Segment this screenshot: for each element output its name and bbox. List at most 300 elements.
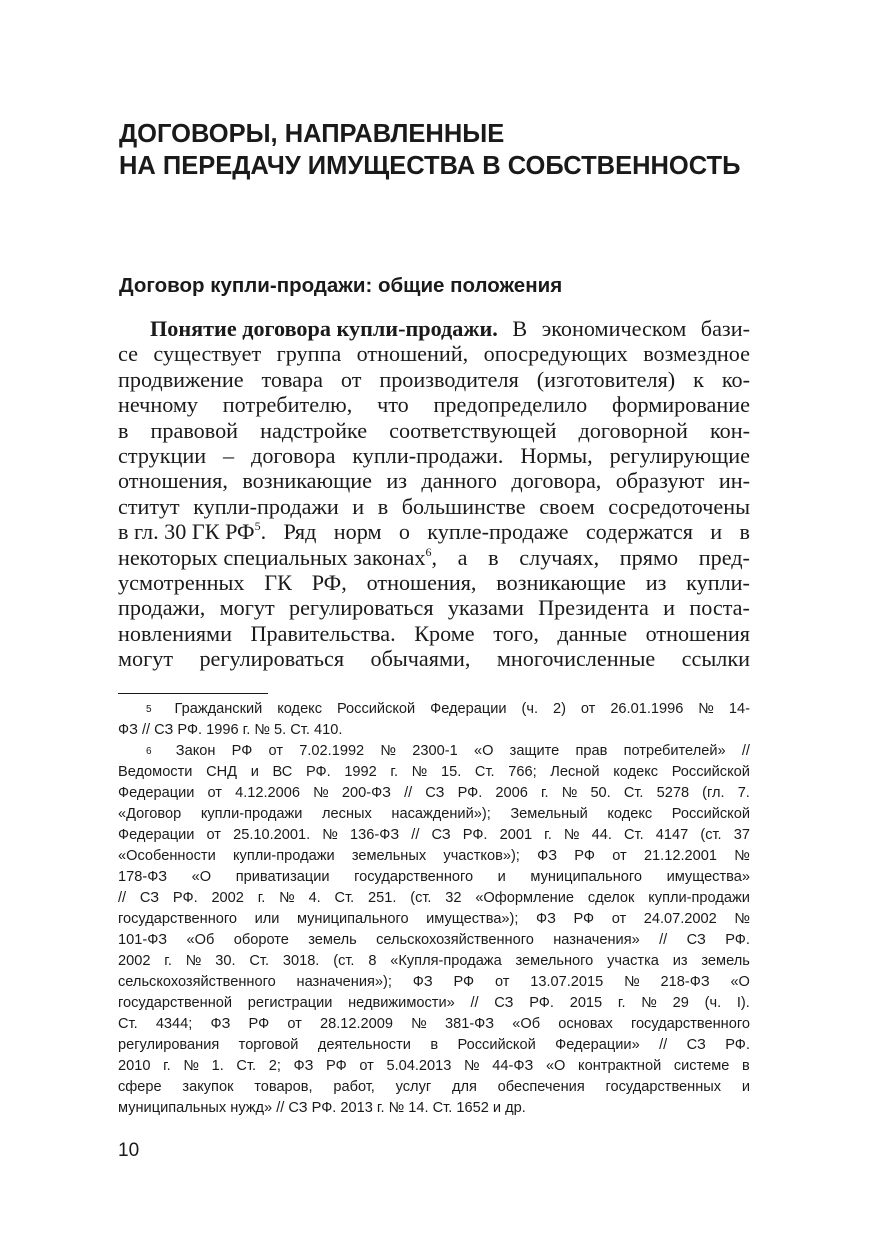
word: № (183, 1058, 199, 1074)
word: 44-ФЗ (492, 1058, 534, 1074)
body-line-text (118, 494, 750, 519)
word: содержатся (585, 519, 693, 545)
footnote-ref-5[interactable]: 5 (254, 519, 261, 534)
word: 30. (215, 953, 236, 969)
word: // (118, 890, 127, 906)
word: того, (493, 620, 539, 646)
word: прав (575, 743, 608, 759)
word: «О (545, 1058, 566, 1074)
footnote-text (118, 951, 750, 972)
word: Федерации (430, 701, 507, 717)
word: отношения, (366, 569, 477, 595)
word: 8 (368, 953, 377, 969)
word: возникающие (242, 468, 372, 494)
footnote-text (118, 930, 750, 951)
footnote-text (118, 993, 750, 1014)
word: земельных (351, 848, 427, 864)
word: опосредующих (483, 341, 628, 367)
word: о (398, 519, 410, 545)
footnote-number: 6 (146, 746, 152, 757)
word: г. (544, 827, 552, 843)
word: отношения, (118, 468, 228, 494)
word: кодекс (607, 806, 653, 822)
word: № (561, 785, 578, 801)
body-line-text (118, 341, 750, 366)
word: 7.02.1992 (299, 743, 365, 759)
word: 32 (445, 890, 462, 906)
word: (ч. (704, 995, 722, 1011)
word: РФ (231, 743, 253, 759)
body-line (118, 418, 750, 443)
word: 2) (552, 701, 566, 717)
word: регулирования (118, 1037, 220, 1053)
word: муниципального (296, 911, 409, 927)
word: ФЗ (210, 1016, 231, 1032)
word: г. (390, 764, 399, 780)
body-line (118, 316, 750, 341)
word: г. (163, 1058, 171, 1074)
word: прямо (619, 544, 679, 570)
word: защите (509, 743, 560, 759)
word: государственной (118, 995, 233, 1011)
word: регулирующие (609, 442, 750, 468)
word: 136-ФЗ (350, 827, 400, 843)
footnote-line (118, 804, 750, 825)
chapter-title-line-2: НА ПЕРЕДАЧУ ИМУЩЕСТВА В СОБСТВЕННОСТЬ (119, 152, 741, 180)
word: в (430, 1037, 439, 1053)
word: СЗ (686, 932, 706, 948)
word: продажи, (118, 595, 206, 621)
word: РФ. (172, 890, 198, 906)
word: системе (673, 1058, 730, 1074)
word: 2300-1 (412, 743, 458, 759)
word: РФ (248, 1016, 270, 1032)
body-line-text: некоторых специальных законах (118, 544, 426, 570)
word: участков»); (443, 848, 520, 864)
footnote-line (118, 930, 750, 951)
word: № (734, 848, 750, 864)
word: пред- (698, 544, 750, 570)
word: (ст. (700, 827, 722, 843)
footnote-line (118, 909, 750, 930)
word: обороте (233, 932, 289, 948)
word: Ст. (624, 827, 644, 843)
word: РФ (573, 911, 595, 927)
word: сельскохозяйственного (118, 974, 276, 990)
word: от (206, 827, 221, 843)
word: от (611, 911, 627, 927)
body-line-head (118, 519, 266, 544)
page-number: 10 (118, 1140, 140, 1161)
word: 44. (591, 827, 612, 843)
word: 4.12.2006 (235, 785, 301, 801)
word: СЗ (431, 827, 451, 843)
word: РФ, (311, 569, 347, 595)
word: и (497, 869, 506, 885)
word: ВС (272, 764, 293, 780)
body-line-head (118, 545, 437, 570)
word: государственного (354, 869, 474, 885)
word: 26.01.1996 (610, 701, 684, 717)
word: закупок (182, 1079, 234, 1095)
body-line-text (118, 570, 750, 595)
word: услуг (395, 1079, 432, 1095)
word: В (512, 316, 528, 341)
word: основах (558, 1016, 613, 1032)
word: Федерации (118, 785, 195, 801)
word: I). (736, 995, 750, 1011)
footnote-line (118, 1098, 750, 1119)
word: большинстве (401, 493, 526, 519)
footnote-line (118, 1014, 750, 1035)
word: Ст. (623, 785, 644, 801)
word: № (734, 911, 750, 927)
body-line (118, 341, 750, 366)
word: 2006 (495, 785, 528, 801)
word: 4. (308, 890, 321, 906)
word: 28.12.2009 (319, 1016, 394, 1032)
body-line-text (118, 418, 750, 443)
word: Российской (457, 1037, 536, 1053)
word: Ст. (334, 890, 355, 906)
word: Лесной (550, 764, 600, 780)
word: «Особенности (118, 848, 216, 864)
word: Президента (538, 595, 649, 621)
word: 24.07.2002 (643, 911, 717, 927)
footnote-line (118, 741, 750, 762)
word: возникающие (496, 569, 626, 595)
word: № (624, 974, 640, 990)
word: г. (257, 890, 266, 906)
word: работ, (333, 1079, 375, 1095)
word: группа (276, 341, 342, 367)
word: сосредоточены (608, 493, 750, 519)
word: 14- (728, 701, 750, 717)
word: сделок (587, 890, 635, 906)
word: РФ. (457, 785, 483, 801)
word: своем (539, 493, 595, 519)
word: производителя (379, 366, 519, 392)
footnote-ref-6[interactable]: 6 (425, 544, 432, 559)
footnote-text (118, 783, 750, 804)
word: данные (557, 620, 628, 646)
word: государственного (118, 911, 238, 927)
footnote-text: ФЗ // СЗ РФ. 1996 г. № 5. Ст. 410. (118, 722, 343, 738)
word: Ст. (236, 1058, 257, 1074)
footnote-line (118, 993, 750, 1014)
word: , (431, 544, 438, 570)
word: РФ. (725, 932, 750, 948)
word: или (254, 911, 280, 927)
word: от (580, 701, 596, 717)
word: РФ (453, 974, 475, 990)
word: 218-ФЗ (660, 974, 710, 990)
word: из (386, 468, 407, 494)
word: кодекс (613, 764, 659, 780)
footnote-separator (118, 693, 268, 694)
word: ин- (718, 468, 750, 494)
chapter-title (119, 118, 799, 182)
word: в (742, 1058, 750, 1074)
word: РФ. (725, 1037, 750, 1053)
footnote-text (118, 867, 750, 888)
word: се (118, 341, 138, 367)
body-line-content (118, 316, 750, 341)
word: (ч. (521, 701, 539, 717)
word: № (322, 827, 338, 843)
word: регулироваться (288, 595, 434, 621)
word: потребителю, (222, 392, 353, 418)
word: торговой (238, 1037, 299, 1053)
word: (изготовителя) (536, 366, 676, 392)
word: приватизации (235, 869, 330, 885)
body-line-text (118, 392, 750, 417)
word: «О (730, 974, 750, 990)
word: имущества» (666, 869, 750, 885)
word: купли-продажи (193, 493, 339, 519)
word: договорной (578, 417, 688, 443)
word: (ст. (333, 953, 355, 969)
word: 29 (672, 995, 689, 1011)
word: в (118, 417, 129, 443)
word: «Об (512, 1016, 541, 1032)
word: 1. (211, 1058, 224, 1074)
word: купли- (686, 569, 750, 595)
word: участка (607, 953, 659, 969)
footnote-number: 5 (146, 704, 152, 715)
word: Российской (671, 806, 750, 822)
word: 2001 (499, 827, 533, 843)
word: Земельный (510, 806, 588, 822)
footnote-line (118, 1056, 750, 1077)
footnote-5 (118, 699, 750, 741)
word: № (279, 890, 295, 906)
word: РФ (574, 848, 595, 864)
word: договора (251, 442, 336, 468)
word: надстройке (260, 417, 368, 443)
body-line (118, 443, 750, 468)
footnote-line (118, 888, 750, 909)
word: предопределило (433, 392, 588, 418)
footnote-line (118, 846, 750, 867)
word: от (287, 1016, 302, 1032)
footnote-line (118, 867, 750, 888)
word: бази- (700, 316, 750, 341)
word: сфере (118, 1079, 162, 1095)
footnote-text (118, 804, 750, 825)
body-line (118, 494, 750, 519)
word: 766; (508, 764, 537, 780)
word: земельного (515, 953, 594, 969)
word: в (739, 519, 750, 545)
word: СНД (206, 764, 238, 780)
word: нечному (118, 392, 199, 418)
word: ФЗ (412, 974, 433, 990)
word: Российской (336, 701, 416, 717)
footnote-line (118, 699, 750, 720)
word: – (223, 442, 235, 468)
word: и (710, 519, 723, 545)
word: насаждений»); (391, 806, 491, 822)
footnote-text (118, 1056, 750, 1077)
word: для (451, 1079, 477, 1095)
word: 200-ФЗ (341, 785, 391, 801)
body-line-text (118, 595, 750, 620)
word: 2; (268, 1058, 281, 1074)
word: «Купля-продажа (390, 953, 502, 969)
word: № (641, 995, 657, 1011)
word: Кроме (414, 620, 475, 646)
word: (ст. (410, 890, 432, 906)
word: от (359, 1058, 374, 1074)
word: Федерации (118, 827, 195, 843)
word: кон- (709, 417, 750, 443)
word: 178-ФЗ (118, 869, 168, 885)
word: государственного (630, 1016, 750, 1032)
word: отношения (645, 620, 750, 646)
word: от (612, 848, 627, 864)
word: земель (308, 932, 357, 948)
word: ФЗ (293, 1058, 314, 1074)
word: ФЗ (536, 911, 556, 927)
body-paragraph (118, 316, 750, 671)
word: Ст. (474, 764, 495, 780)
word: Нормы, (520, 442, 593, 468)
word: экономическом (541, 316, 687, 341)
word: № (563, 827, 580, 843)
word: от (494, 974, 510, 990)
word: муниципального (530, 869, 643, 885)
word: «Об (186, 932, 215, 948)
footnote-line (118, 1035, 750, 1056)
body-line-content (118, 545, 750, 570)
word: СЗ (425, 785, 445, 801)
word: 2010 (118, 1058, 151, 1074)
word: существует (153, 341, 262, 367)
footnote-line (118, 1077, 750, 1098)
word: возмездное (643, 341, 750, 367)
word: Закон (175, 743, 216, 759)
word: контрактной (578, 1058, 662, 1074)
word: 4147 (655, 827, 689, 843)
word: от (207, 785, 222, 801)
word: 251. (368, 890, 397, 906)
word: обеспечения (497, 1079, 585, 1095)
word: 2002 (211, 890, 244, 906)
body-line-text (118, 443, 750, 468)
footnote-text (118, 888, 750, 909)
word: № (185, 953, 202, 969)
word: а (457, 544, 468, 570)
word: № (411, 764, 428, 780)
word: «Договор (118, 806, 182, 822)
word: могут (118, 646, 174, 672)
word: и (663, 595, 676, 621)
body-line-text (118, 646, 750, 671)
word: 2002 (118, 953, 151, 969)
footnote-text (118, 972, 750, 993)
word: 2015 (569, 995, 603, 1011)
word: случаях, (519, 544, 600, 570)
body-line-text (118, 621, 750, 646)
chapter-title-line-1: ДОГОВОРЫ, НАПРАВЛЕННЫЕ (119, 120, 505, 148)
word: 15. (440, 764, 462, 780)
word: Федерации» (555, 1037, 640, 1053)
word: норм (333, 519, 382, 545)
word: купле-продаже (427, 519, 569, 545)
word: 4344; (155, 1016, 193, 1032)
word: от (268, 743, 284, 759)
word: Гражданский (174, 701, 263, 717)
word: 37 (733, 827, 750, 843)
word: Ст. (249, 953, 270, 969)
word: усмотренных (118, 569, 245, 595)
footnote-text (118, 1035, 750, 1056)
word: товара (261, 366, 323, 392)
word: и (352, 493, 365, 519)
word: 50. (590, 785, 611, 801)
word: и (250, 764, 259, 780)
word: формирование (611, 392, 750, 418)
word: товаров, (254, 1079, 313, 1095)
body-line-text: в гл. 30 ГК РФ (118, 519, 255, 545)
word: Ст. (118, 1016, 138, 1032)
word: отношений, (356, 341, 469, 367)
word: «Оформление (475, 890, 575, 906)
word: Российской (671, 764, 750, 780)
word: ститут (118, 493, 180, 519)
word: многочисленные (496, 646, 656, 672)
word: № (313, 785, 329, 801)
word: лесных (322, 806, 372, 822)
word: регистрации (247, 995, 333, 1011)
word: кодекс (277, 701, 323, 717)
word: 13.07.2015 (530, 974, 604, 990)
word: недвижимости» (348, 995, 455, 1011)
word: РФ. (305, 764, 331, 780)
word: 21.12.2001 (643, 848, 717, 864)
word: // (659, 1037, 668, 1053)
word: (гл. (702, 785, 725, 801)
body-line (118, 545, 750, 570)
word: купли-продажи (200, 806, 303, 822)
word: 3018. (282, 953, 320, 969)
word: земель (701, 953, 750, 969)
word: ГК (264, 569, 292, 595)
word: // (404, 785, 413, 801)
word: г. (540, 785, 549, 801)
word: № (464, 1058, 480, 1074)
word: 381-ФЗ (444, 1016, 495, 1032)
word: // (411, 827, 420, 843)
body-line-text (118, 367, 750, 392)
word: ко- (721, 366, 750, 392)
body-line (118, 468, 750, 493)
footnotes (118, 699, 750, 1119)
word: Ряд (283, 519, 317, 545)
word: договора, (511, 468, 602, 494)
word: в (488, 544, 499, 570)
word: 5.04.2013 (386, 1058, 452, 1074)
word: к (693, 366, 704, 392)
word: купли-продажи (232, 848, 335, 864)
body-line (118, 646, 750, 671)
word: могут (219, 595, 275, 621)
body-line (118, 519, 750, 544)
footnote-line (118, 825, 750, 846)
word: от (340, 366, 362, 392)
word: «О (191, 869, 212, 885)
